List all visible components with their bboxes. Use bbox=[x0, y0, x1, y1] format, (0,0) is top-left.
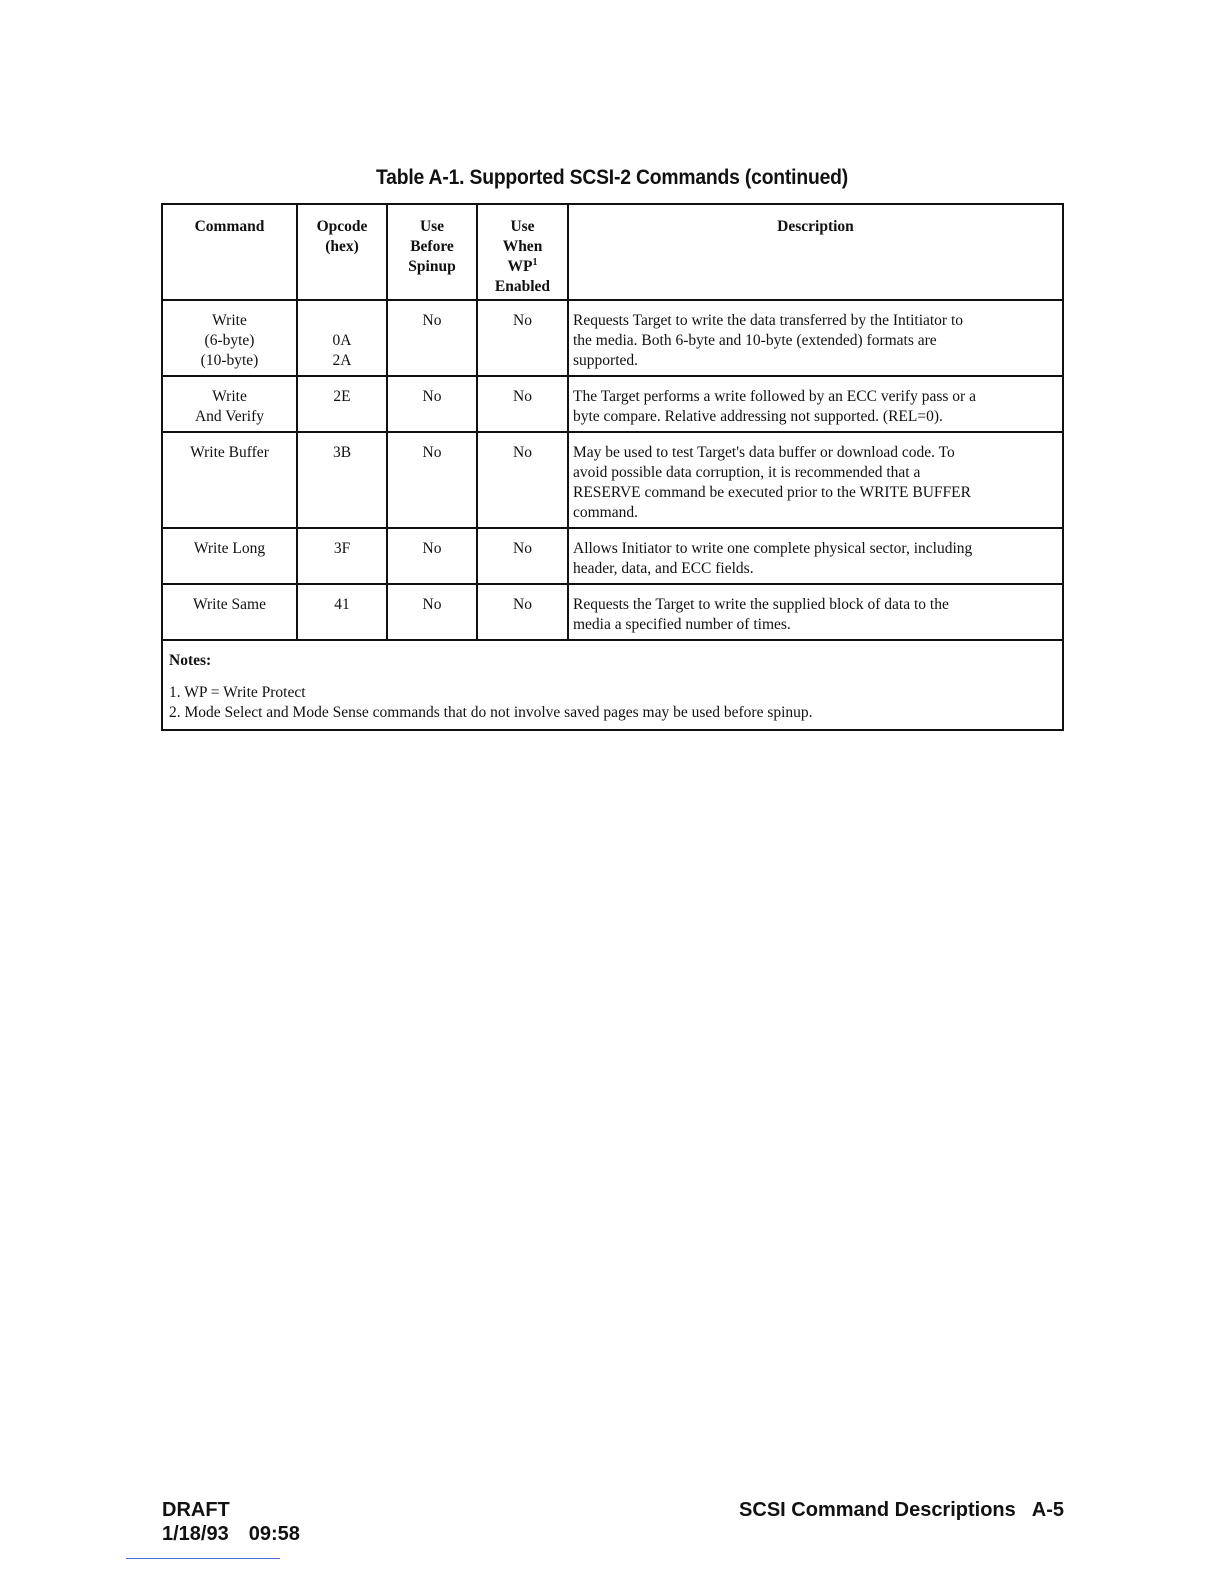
header-description: Description bbox=[568, 204, 1063, 300]
before-spinup-cell: No bbox=[387, 300, 477, 376]
draft-datetime bbox=[162, 1522, 300, 1546]
opcode-cell: 2E bbox=[297, 376, 387, 432]
footnote-marker: 1 bbox=[532, 256, 538, 268]
header-before-spinup: Use Before Spinup bbox=[387, 204, 477, 300]
command-cell: Write (6-byte) (10-byte) bbox=[162, 300, 297, 376]
command-cell: Write Long bbox=[162, 528, 297, 584]
table-row bbox=[162, 432, 1063, 528]
draft-time: 09:58 bbox=[248, 1523, 300, 1545]
when-wp-cell: No bbox=[477, 528, 568, 584]
notes-row bbox=[162, 640, 1063, 730]
note-item: 2. Mode Select and Mode Sense commands that do not involve saved pages may be used before spinup. bbox=[169, 704, 813, 721]
description-cell: The Target performs a write followed by an ECC verify pass or a byte compare. Relative addressing not supported. (REL=0). bbox=[568, 376, 1063, 432]
header-command: Command bbox=[162, 204, 297, 300]
opcode-cell: 3B bbox=[297, 432, 387, 528]
description-cell: May be used to test Target's data buffer or download code. To avoid possible data corruption, it is recommended that a RESERVE command be executed prior to the WRITE BUFFER command. bbox=[568, 432, 1063, 528]
description-cell: Allows Initiator to write one complete physical sector, including header, data, and ECC fields. bbox=[568, 528, 1063, 584]
note-item: 1. WP = Write Protect bbox=[169, 684, 306, 701]
notes-title: Notes: bbox=[169, 652, 212, 669]
notes-cell bbox=[162, 640, 1063, 730]
section-title: SCSI Command Descriptions bbox=[739, 1499, 1016, 1521]
description-cell: Requests Target to write the data transferred by the Intitiator to the media. Both 6-byte and 10-byte (extended) formats are supported. bbox=[568, 300, 1063, 376]
table-row bbox=[162, 528, 1063, 584]
table-header-row bbox=[162, 204, 1063, 300]
opcode-cell: 0A 2A bbox=[297, 300, 387, 376]
before-spinup-cell: No bbox=[387, 528, 477, 584]
opcode-cell: 3F bbox=[297, 528, 387, 584]
table-title: Table A-1. Supported SCSI-2 Commands (continued) bbox=[375, 166, 849, 189]
draft-date: 1/18/93 bbox=[162, 1523, 229, 1545]
draft-label: DRAFT bbox=[162, 1499, 230, 1521]
when-wp-cell: No bbox=[477, 376, 568, 432]
command-cell: Write Buffer bbox=[162, 432, 297, 528]
when-wp-cell: No bbox=[477, 300, 568, 376]
command-cell: Write And Verify bbox=[162, 376, 297, 432]
footer-rule bbox=[126, 1558, 280, 1559]
table-row bbox=[162, 300, 1063, 376]
commands-table bbox=[161, 203, 1064, 731]
command-cell: Write Same bbox=[162, 584, 297, 640]
footer-running-head bbox=[739, 1498, 1064, 1522]
description-cell: Requests the Target to write the supplied block of data to the media a specified number of times. bbox=[568, 584, 1063, 640]
opcode-cell: 41 bbox=[297, 584, 387, 640]
before-spinup-cell: No bbox=[387, 584, 477, 640]
table-row bbox=[162, 584, 1063, 640]
footer-draft-stamp bbox=[162, 1498, 300, 1546]
when-wp-cell: No bbox=[477, 432, 568, 528]
before-spinup-cell: No bbox=[387, 432, 477, 528]
page-number: A-5 bbox=[1031, 1499, 1064, 1521]
header-opcode: Opcode (hex) bbox=[297, 204, 387, 300]
before-spinup-cell: No bbox=[387, 376, 477, 432]
table-row bbox=[162, 376, 1063, 432]
when-wp-cell: No bbox=[477, 584, 568, 640]
header-when-wp: Use When $WP^1$ Enabled bbox=[477, 204, 568, 300]
